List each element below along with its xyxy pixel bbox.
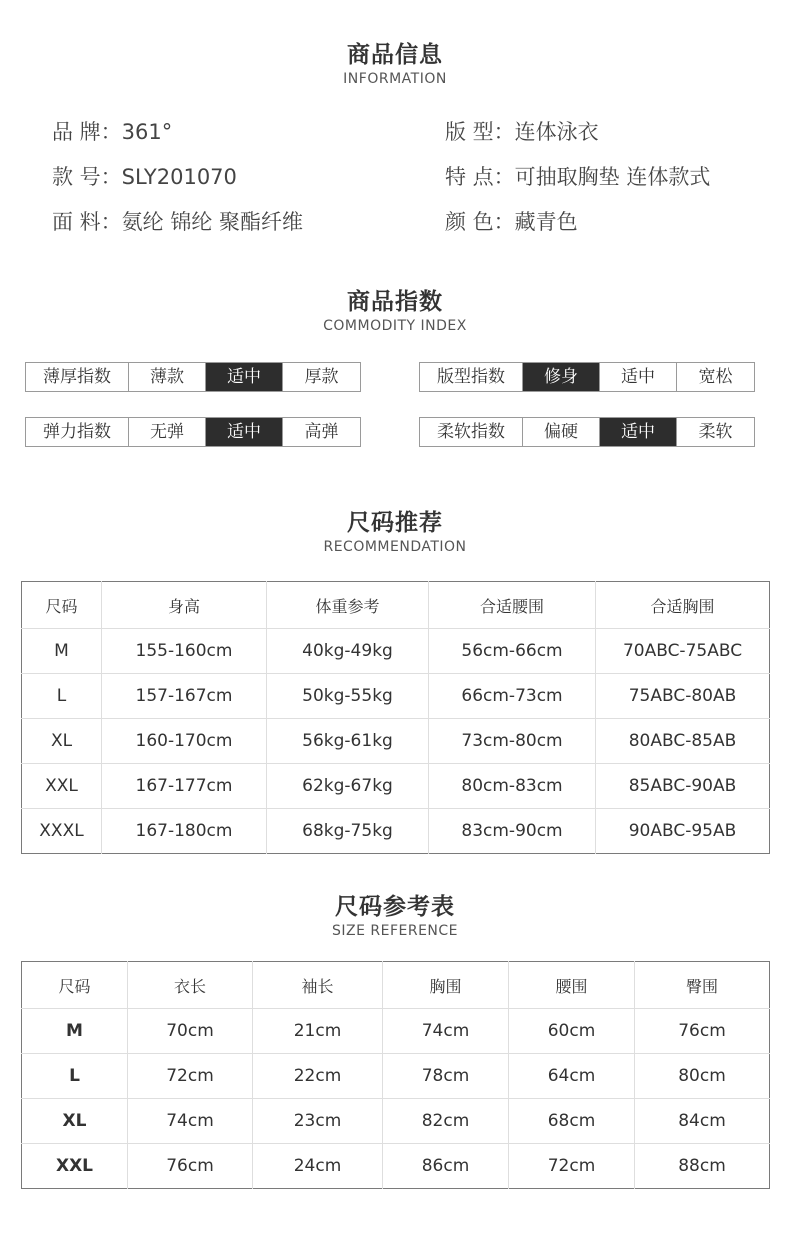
size-table	[21, 961, 770, 1189]
size-section-header	[0, 888, 790, 939]
table-cell: 73cm-80cm	[429, 719, 596, 764]
index-section-header	[0, 283, 790, 334]
recommend-title: 尺码推荐	[347, 510, 443, 536]
table-row	[22, 1009, 770, 1054]
info-subtitle: INFORMATION	[343, 71, 447, 87]
index-elastic	[25, 417, 361, 447]
table-cell: 83cm-90cm	[429, 809, 596, 854]
table-cell: 75ABC-80AB	[596, 674, 770, 719]
table-cell: 157-167cm	[102, 674, 267, 719]
table-header-cell: 尺码	[22, 962, 128, 1009]
table-cell: L	[22, 1054, 128, 1099]
recommend-subtitle: RECOMMENDATION	[323, 539, 467, 555]
table-header-row	[22, 962, 770, 1009]
index-subtitle: COMMODITY INDEX	[323, 318, 467, 334]
index-thickness	[25, 362, 361, 392]
table-cell: XXL	[22, 1144, 128, 1189]
table-cell: 74cm	[383, 1009, 509, 1054]
table-cell: 40kg-49kg	[267, 629, 429, 674]
table-cell: 66cm-73cm	[429, 674, 596, 719]
info-brand: 品 牌：361°	[52, 120, 173, 144]
table-header-cell: 衣长	[128, 962, 253, 1009]
table-cell: 72cm	[128, 1054, 253, 1099]
table-cell: 70ABC-75ABC	[596, 629, 770, 674]
index-option: 高弹	[304, 422, 339, 442]
table-cell: 86cm	[383, 1144, 509, 1189]
index-option: 薄款	[129, 363, 206, 391]
table-cell: 90ABC-95AB	[628, 821, 737, 841]
index-fit	[419, 362, 755, 392]
table-cell: M	[22, 629, 102, 674]
table-cell: 60cm	[509, 1009, 635, 1054]
table-cell: 22cm	[253, 1054, 383, 1099]
index-label: 弹力指数	[26, 418, 129, 446]
info-color: 颜 色：藏青色	[445, 210, 578, 234]
table-cell: 68cm	[509, 1099, 635, 1144]
table-header-cell: 臀围	[635, 962, 770, 1009]
table-cell: 50kg-55kg	[267, 674, 429, 719]
table-cell: 160-170cm	[102, 719, 267, 764]
index-option: 偏硬	[523, 418, 600, 446]
info-section-header	[0, 36, 790, 87]
table-row	[22, 719, 770, 764]
index-title: 商品指数	[347, 289, 443, 315]
table-cell: 64cm	[509, 1054, 635, 1099]
recommend-table	[21, 581, 770, 854]
table-header-cell: 尺码	[22, 582, 102, 629]
table-cell: 62kg-67kg	[267, 764, 429, 809]
table-cell: 68kg-75kg	[267, 809, 429, 854]
table-cell: 76cm	[128, 1144, 253, 1189]
table-header-cell: 袖长	[253, 962, 383, 1009]
index-label: 版型指数	[420, 363, 523, 391]
table-cell: 56kg-61kg	[267, 719, 429, 764]
table-row	[22, 764, 770, 809]
table-cell: 155-160cm	[102, 629, 267, 674]
table-cell: 82cm	[383, 1099, 509, 1144]
table-cell: 76cm	[635, 1009, 770, 1054]
table-cell: L	[22, 674, 102, 719]
index-option: 适中	[206, 363, 283, 391]
index-option: 厚款	[304, 367, 339, 387]
size-subtitle: SIZE REFERENCE	[331, 923, 459, 939]
table-row	[22, 809, 770, 854]
index-option: 柔软	[698, 422, 733, 442]
table-header-cell: 合适胸围	[596, 582, 770, 629]
info-style: 版 型：连体泳衣	[445, 120, 599, 144]
table-cell: XL	[22, 719, 102, 764]
index-option: 无弹	[129, 418, 206, 446]
index-option: 修身	[523, 363, 600, 391]
table-cell: 78cm	[383, 1054, 509, 1099]
info-model: 款 号：SLY201070	[52, 165, 237, 189]
table-cell: 56cm-66cm	[429, 629, 596, 674]
index-option: 适中	[206, 418, 283, 446]
table-row	[22, 1144, 770, 1189]
index-option: 适中	[600, 418, 677, 446]
table-cell: 167-177cm	[102, 764, 267, 809]
table-row	[22, 674, 770, 719]
table-header-cell: 合适腰围	[429, 582, 596, 629]
table-cell: 23cm	[253, 1099, 383, 1144]
recommend-section-header	[0, 504, 790, 555]
table-header-cell: 腰围	[509, 962, 635, 1009]
index-label: 薄厚指数	[26, 363, 129, 391]
table-cell: 70cm	[128, 1009, 253, 1054]
table-cell: XXXL	[22, 809, 102, 854]
table-row	[22, 1054, 770, 1099]
index-option: 宽松	[698, 367, 733, 387]
table-header-cell: 体重参考	[267, 582, 429, 629]
table-header-cell: 胸围	[383, 962, 509, 1009]
table-cell: 74cm	[128, 1099, 253, 1144]
table-cell: 21cm	[253, 1009, 383, 1054]
index-label: 柔软指数	[420, 418, 523, 446]
table-row	[22, 629, 770, 674]
info-fabric: 面 料：氨纶 锦纶 聚酯纤维	[52, 210, 304, 234]
table-cell: 24cm	[253, 1144, 383, 1189]
info-feature: 特 点：可抽取胸垫 连体款式	[445, 165, 711, 189]
table-row	[22, 1099, 770, 1144]
index-softness	[419, 417, 755, 447]
table-cell: 85ABC-90AB	[596, 764, 770, 809]
table-cell: 80cm	[635, 1054, 770, 1099]
table-header-cell: 身高	[102, 582, 267, 629]
table-cell: 88cm	[678, 1156, 726, 1176]
table-cell: 80ABC-85AB	[596, 719, 770, 764]
size-title: 尺码参考表	[335, 894, 455, 920]
index-option: 适中	[600, 363, 677, 391]
table-cell: 72cm	[509, 1144, 635, 1189]
table-cell: XL	[22, 1099, 128, 1144]
table-cell: 80cm-83cm	[429, 764, 596, 809]
table-cell: 84cm	[635, 1099, 770, 1144]
table-cell: M	[22, 1009, 128, 1054]
table-cell: 167-180cm	[102, 809, 267, 854]
table-cell: XXL	[22, 764, 102, 809]
info-title: 商品信息	[347, 42, 443, 68]
table-header-row	[22, 582, 770, 629]
